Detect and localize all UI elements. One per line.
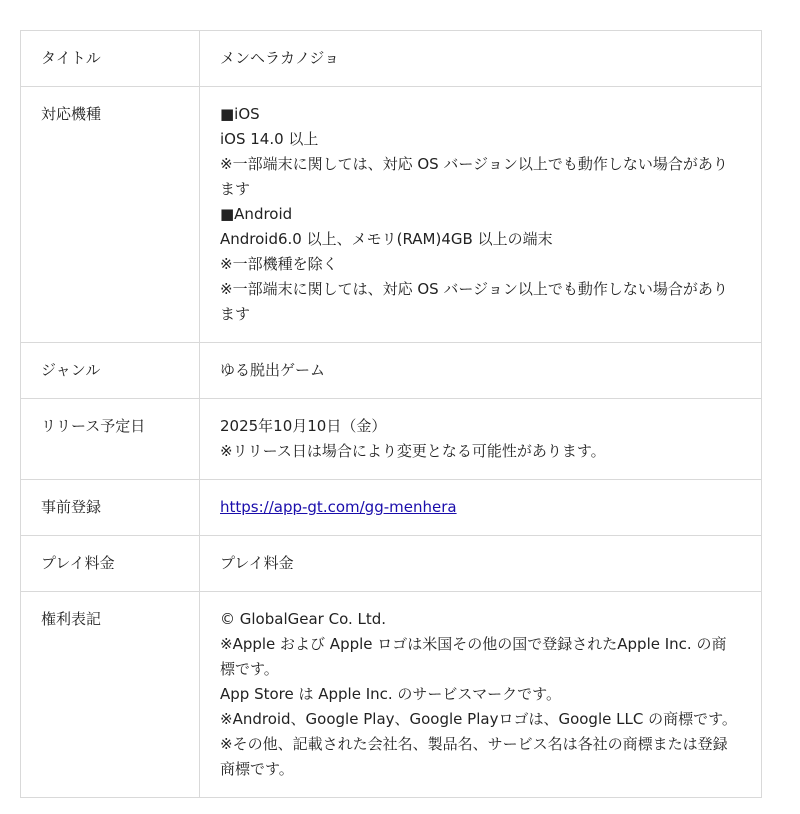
- app-store-service-mark-note: App Store は Apple Inc. のサービスマークです。: [220, 685, 561, 703]
- android-heading: ■Android: [220, 205, 293, 223]
- row-label-release-date: リリース予定日: [21, 399, 200, 480]
- table-row-supported-devices: [21, 87, 762, 343]
- ios-heading: ■iOS: [220, 105, 260, 123]
- row-value-genre: [200, 343, 762, 399]
- release-date-note: ※リリース日は場合により変更となる可能性があります。: [220, 442, 606, 460]
- row-value-rights: [200, 592, 762, 798]
- row-label-rights: 権利表記: [21, 592, 200, 798]
- game-info-table: [20, 30, 762, 798]
- pre-registration-link[interactable]: https://app-gt.com/gg-menhera: [220, 498, 457, 516]
- row-label-title: タイトル: [21, 31, 200, 87]
- row-label-pre-registration: 事前登録: [21, 480, 200, 536]
- table-row-release-date: [21, 399, 762, 480]
- table-row-rights: [21, 592, 762, 798]
- table-row-pre-registration: [21, 480, 762, 536]
- google-trademark-note: ※Android、Google Play、Google Playロゴは、Google LLC の商標です。: [220, 710, 737, 728]
- row-label-genre: ジャンル: [21, 343, 200, 399]
- row-value-pre-registration: [200, 480, 762, 536]
- table-row-title: [21, 31, 762, 87]
- row-value-supported-devices: [200, 87, 762, 343]
- other-trademarks-note: ※その他、記載された会社名、製品名、サービス名は各社の商標または登録商標です。: [220, 735, 728, 778]
- table-row-play-fee: [21, 536, 762, 592]
- row-value-release-date: [200, 399, 762, 480]
- ios-note: ※一部端末に関しては、対応 OS バージョン以上でも動作しない場合があります: [220, 155, 728, 198]
- row-label-play-fee: プレイ料金: [21, 536, 200, 592]
- ios-version: iOS 14.0 以上: [220, 130, 319, 148]
- copyright-notice: © GlobalGear Co. Ltd.: [220, 610, 387, 628]
- row-value-title: [200, 31, 762, 87]
- table-row-genre: [21, 343, 762, 399]
- title-value: メンヘラカノジョ: [220, 49, 340, 67]
- apple-trademark-note: ※Apple および Apple ロゴは米国その他の国で登録されたApple Inc. の商標です。: [220, 635, 727, 678]
- android-exclusion-note: ※一部機種を除く: [220, 255, 338, 273]
- release-date-value: 2025年10月10日（金）: [220, 417, 387, 435]
- play-fee-value: プレイ料金: [220, 554, 294, 572]
- row-label-supported-devices: 対応機種: [21, 87, 200, 343]
- android-note: ※一部端末に関しては、対応 OS バージョン以上でも動作しない場合があります: [220, 280, 728, 323]
- android-version: Android6.0 以上、メモリ(RAM)4GB 以上の端末: [220, 230, 553, 248]
- genre-value: ゆる脱出ゲーム: [220, 361, 326, 379]
- row-value-play-fee: [200, 536, 762, 592]
